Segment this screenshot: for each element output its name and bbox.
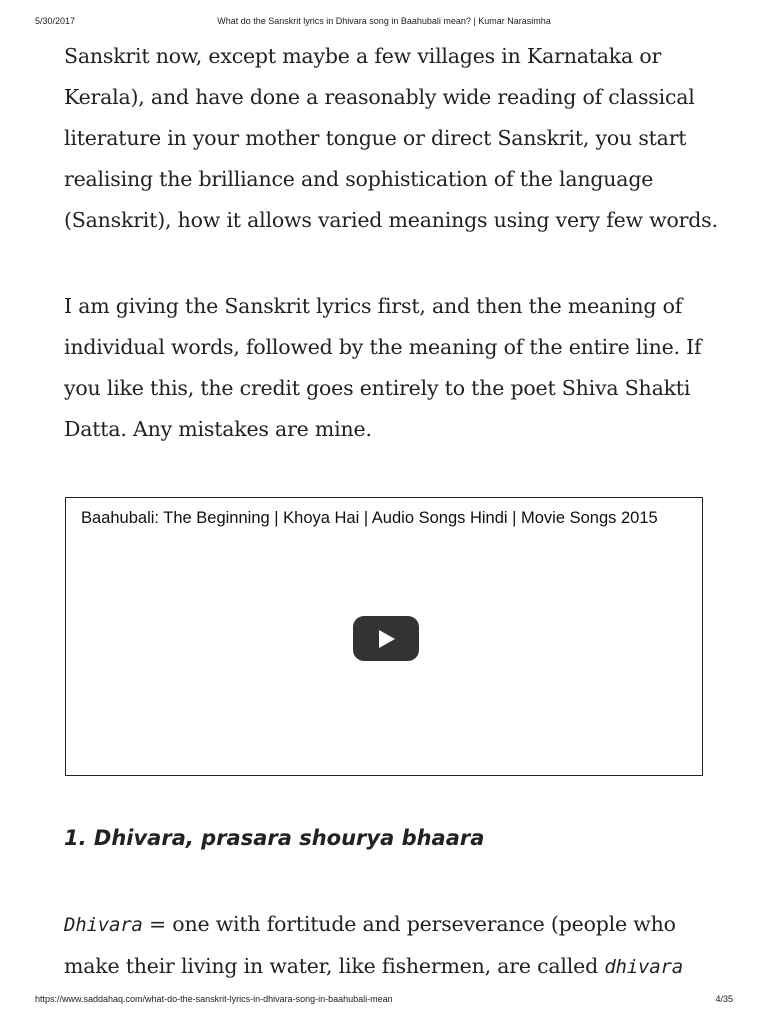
paragraph-line: [64, 946, 714, 988]
article-paragraph-1: [64, 36, 718, 241]
article-paragraph-3: [64, 904, 714, 988]
print-date: 5/30/2017: [35, 16, 76, 26]
sanskrit-term: Dhivara: [64, 914, 143, 936]
print-page-title: What do the Sanskrit lyrics in Dhivara song in Baahubali mean? | Kumar Narasimha: [217, 16, 551, 26]
video-title[interactable]: Baahubali: The Beginning | Khoya Hai | Audio Songs Hindi | Movie Songs 2015: [81, 509, 658, 527]
paragraph-line: I am giving the Sanskrit lyrics first, and then the meaning of: [64, 294, 683, 318]
definition-text: = one with fortitude and perseverance (people who: [142, 912, 676, 936]
definition-text: make their living in water, like fishermen, are called: [64, 954, 605, 978]
play-icon: [379, 630, 395, 648]
paragraph-line: realising the brilliance and sophistication of the language: [64, 167, 654, 191]
embedded-video[interactable]: [65, 497, 703, 776]
print-footer: [35, 994, 733, 1006]
paragraph-line: literature in your mother tongue or direct Sanskrit, you start: [64, 126, 687, 150]
paragraph-line: individual words, followed by the meaning of the entire line. If: [64, 335, 702, 359]
page-number: 4/35: [715, 994, 733, 1004]
paragraph-line: (Sanskrit), how it allows varied meanings using very few words.: [64, 208, 718, 232]
print-header: [35, 16, 733, 28]
print-url: https://www.saddahaq.com/what-do-the-sanskrit-lyrics-in-dhivara-song-in-baahubali-mean: [35, 994, 393, 1004]
article-body: [64, 36, 718, 450]
paragraph-line: you like this, the credit goes entirely to the poet Shiva Shakti: [64, 376, 691, 400]
section-heading: 1. Dhivara, prasara shourya bhaara: [64, 826, 485, 850]
paragraph-line: Sanskrit now, except maybe a few villages in Karnataka or: [64, 44, 662, 68]
article-paragraph-2: [64, 286, 714, 450]
video-play-button[interactable]: [353, 616, 419, 661]
paragraph-line: Datta. Any mistakes are mine.: [64, 417, 372, 441]
sanskrit-term: dhivara: [604, 956, 683, 978]
paragraph-line: [64, 904, 714, 946]
paragraph-line: Kerala), and have done a reasonably wide reading of classical: [64, 85, 695, 109]
